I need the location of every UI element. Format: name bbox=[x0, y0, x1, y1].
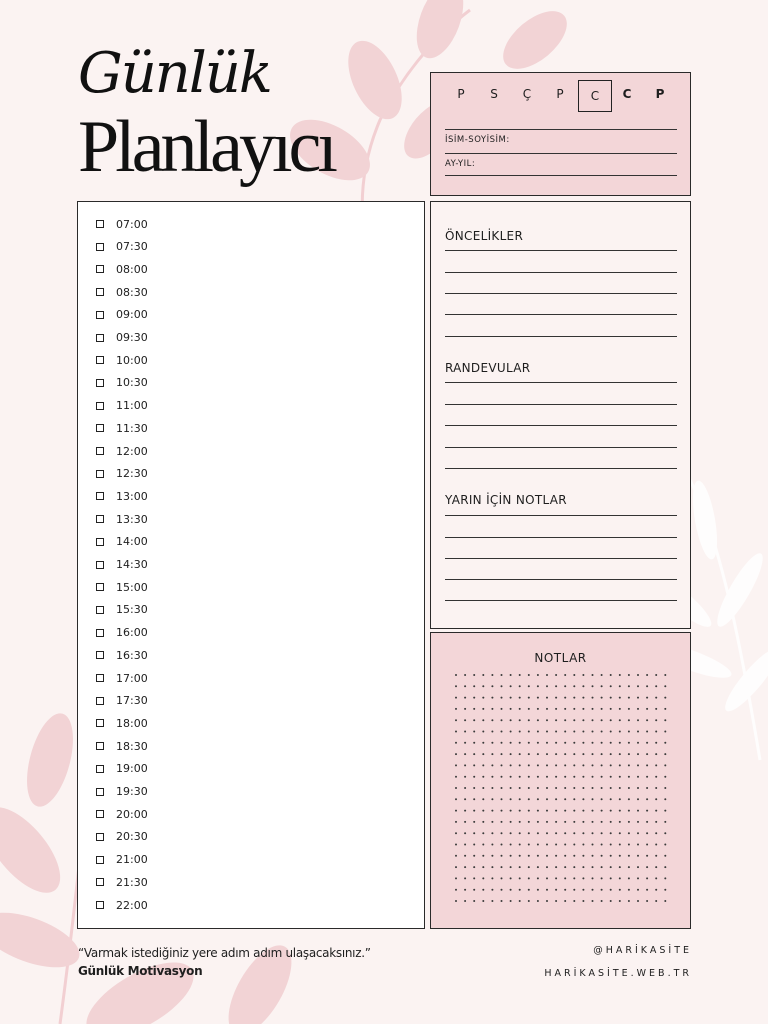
tomorrow-note-line[interactable] bbox=[445, 515, 677, 516]
time-label: 18:00 bbox=[116, 716, 148, 730]
time-slot-row[interactable] bbox=[96, 534, 148, 550]
checkbox[interactable] bbox=[96, 856, 104, 864]
time-slot-row[interactable] bbox=[96, 897, 148, 913]
notes-title: NOTLAR bbox=[534, 651, 587, 665]
time-label: 20:00 bbox=[116, 807, 148, 821]
time-label: 18:30 bbox=[116, 739, 148, 753]
divider bbox=[445, 129, 677, 130]
tomorrow-notes-title: YARIN İÇİN NOTLAR bbox=[445, 493, 567, 507]
checkbox[interactable] bbox=[96, 356, 104, 364]
time-label: 09:30 bbox=[116, 331, 148, 344]
appointment-line[interactable] bbox=[445, 447, 677, 448]
checkbox[interactable] bbox=[96, 765, 104, 773]
time-slot-row[interactable] bbox=[96, 806, 148, 822]
time-label: 11:00 bbox=[116, 399, 148, 413]
checkbox[interactable] bbox=[96, 379, 104, 387]
schedule-box bbox=[77, 201, 425, 929]
appointment-line[interactable] bbox=[445, 382, 677, 383]
checkbox[interactable] bbox=[96, 583, 104, 591]
time-slot-row[interactable] bbox=[96, 761, 148, 777]
website-link[interactable]: HARİKASİTE.WEB.TR bbox=[544, 968, 692, 979]
time-label: 07:00 bbox=[116, 217, 148, 231]
time-slot-row[interactable] bbox=[96, 874, 148, 890]
time-label: 16:00 bbox=[116, 626, 148, 640]
priority-line[interactable] bbox=[445, 293, 677, 294]
time-slot-row[interactable] bbox=[96, 216, 148, 232]
name-label: İSİM-SOYİSİM: bbox=[445, 135, 510, 145]
time-slot-row[interactable] bbox=[96, 284, 148, 300]
time-label: 17:30 bbox=[116, 694, 148, 708]
day-sat[interactable]: C bbox=[622, 87, 632, 101]
time-slot-row[interactable] bbox=[96, 420, 148, 436]
time-slot-row[interactable] bbox=[96, 670, 148, 686]
time-slot-row[interactable] bbox=[96, 602, 148, 618]
checkbox[interactable] bbox=[96, 288, 104, 296]
time-label: 19:30 bbox=[116, 785, 148, 798]
checkbox[interactable] bbox=[96, 788, 104, 796]
notes-box[interactable] bbox=[430, 632, 691, 929]
appointment-line[interactable] bbox=[445, 404, 677, 405]
checkbox[interactable] bbox=[96, 651, 104, 659]
checkbox[interactable] bbox=[96, 629, 104, 637]
page-title: Planlayıcı bbox=[78, 106, 334, 188]
quote-text: “Varmak istediğiniz yere adım adım ulaşacaksınız.” bbox=[78, 946, 371, 960]
checkbox[interactable] bbox=[96, 833, 104, 841]
time-label: 10:30 bbox=[116, 376, 148, 390]
checkbox[interactable] bbox=[96, 424, 104, 432]
time-slot-row[interactable] bbox=[96, 443, 148, 459]
priority-line[interactable] bbox=[445, 272, 677, 273]
time-label: 15:00 bbox=[116, 580, 148, 594]
time-slot-row[interactable] bbox=[96, 738, 148, 754]
checkbox[interactable] bbox=[96, 719, 104, 727]
checkbox[interactable] bbox=[96, 697, 104, 705]
time-slot-row[interactable] bbox=[96, 784, 148, 800]
time-slot-row[interactable] bbox=[96, 307, 148, 323]
checkbox[interactable] bbox=[96, 901, 104, 909]
time-label: 12:00 bbox=[116, 444, 148, 458]
time-slot-row[interactable] bbox=[96, 330, 148, 346]
time-slot-row[interactable] bbox=[96, 398, 148, 414]
time-label: 19:00 bbox=[116, 762, 148, 776]
checkbox[interactable] bbox=[96, 334, 104, 342]
time-slot-row[interactable] bbox=[96, 239, 148, 255]
time-slot-row[interactable] bbox=[96, 647, 148, 663]
time-label: 09:00 bbox=[116, 308, 148, 322]
priority-line[interactable] bbox=[445, 314, 677, 315]
priorities-title: ÖNCELİKLER bbox=[445, 229, 524, 243]
time-label: 20:30 bbox=[116, 830, 148, 844]
checkbox[interactable] bbox=[96, 878, 104, 886]
time-slot-row[interactable] bbox=[96, 829, 148, 845]
appointments-title: RANDEVULAR bbox=[445, 361, 531, 375]
appointment-line[interactable] bbox=[445, 468, 677, 469]
checkbox[interactable] bbox=[96, 674, 104, 682]
priority-line[interactable] bbox=[445, 250, 677, 251]
time-slot-row[interactable] bbox=[96, 466, 148, 482]
checkbox[interactable] bbox=[96, 470, 104, 478]
time-slot-row[interactable] bbox=[96, 693, 148, 709]
time-slot-row[interactable] bbox=[96, 352, 148, 368]
sections-box bbox=[430, 201, 691, 629]
checkbox[interactable] bbox=[96, 265, 104, 273]
time-slot-row[interactable] bbox=[96, 261, 148, 277]
time-slot-row[interactable] bbox=[96, 557, 148, 573]
time-label: 07:30 bbox=[116, 240, 148, 254]
checkbox[interactable] bbox=[96, 538, 104, 546]
time-slot-row[interactable] bbox=[96, 625, 148, 641]
time-slot-row[interactable] bbox=[96, 375, 148, 391]
time-label: 11:30 bbox=[116, 421, 148, 435]
priority-line[interactable] bbox=[445, 336, 677, 337]
checkbox[interactable] bbox=[96, 492, 104, 500]
time-label: 22:00 bbox=[116, 898, 148, 912]
day-fri[interactable]: C bbox=[578, 80, 612, 112]
time-label: 16:30 bbox=[116, 648, 148, 662]
checkbox[interactable] bbox=[96, 810, 104, 818]
name-field[interactable] bbox=[445, 153, 677, 154]
time-slot-row[interactable] bbox=[96, 511, 148, 527]
appointment-line[interactable] bbox=[445, 425, 677, 426]
time-label: 08:00 bbox=[116, 262, 148, 276]
time-label: 17:00 bbox=[116, 671, 148, 685]
checkbox[interactable] bbox=[96, 220, 104, 228]
day-thu[interactable]: P bbox=[556, 87, 564, 101]
checkbox[interactable] bbox=[96, 447, 104, 455]
day-mon[interactable]: P bbox=[457, 87, 465, 101]
checkbox[interactable] bbox=[96, 311, 104, 319]
time-slot-row[interactable] bbox=[96, 715, 148, 731]
time-label: 21:00 bbox=[116, 853, 148, 867]
header-box bbox=[430, 72, 691, 196]
checkbox[interactable] bbox=[96, 606, 104, 614]
time-label: 08:30 bbox=[116, 285, 148, 299]
tomorrow-note-line[interactable] bbox=[445, 579, 677, 580]
time-label: 15:30 bbox=[116, 603, 148, 617]
date-field[interactable] bbox=[445, 175, 677, 176]
checkbox[interactable] bbox=[96, 243, 104, 251]
checkbox[interactable] bbox=[96, 402, 104, 410]
checkbox[interactable] bbox=[96, 742, 104, 750]
day-tue[interactable]: S bbox=[490, 87, 498, 101]
time-slot-row[interactable] bbox=[96, 579, 148, 595]
quote-source: Günlük Motivasyon bbox=[78, 964, 203, 978]
tomorrow-note-line[interactable] bbox=[445, 558, 677, 559]
time-label: 21:30 bbox=[116, 875, 148, 889]
time-slot-row[interactable] bbox=[96, 852, 148, 868]
tomorrow-note-line[interactable] bbox=[445, 600, 677, 601]
day-wed[interactable]: Ç bbox=[522, 87, 532, 101]
checkbox[interactable] bbox=[96, 515, 104, 523]
time-label: 13:30 bbox=[116, 512, 148, 526]
date-label: AY-YIL: bbox=[445, 159, 476, 169]
day-sun[interactable]: P bbox=[655, 87, 665, 101]
time-label: 13:00 bbox=[116, 489, 148, 503]
title-script: Günlük bbox=[78, 41, 271, 106]
time-label: 14:00 bbox=[116, 535, 148, 549]
dot-grid bbox=[431, 633, 690, 928]
checkbox[interactable] bbox=[96, 561, 104, 569]
social-handle: @HARİKASİTE bbox=[593, 945, 692, 956]
time-label: 14:30 bbox=[116, 558, 148, 571]
time-slot-row[interactable] bbox=[96, 488, 148, 504]
time-label: 10:00 bbox=[116, 353, 148, 367]
time-label: 12:30 bbox=[116, 467, 148, 481]
tomorrow-note-line[interactable] bbox=[445, 537, 677, 538]
